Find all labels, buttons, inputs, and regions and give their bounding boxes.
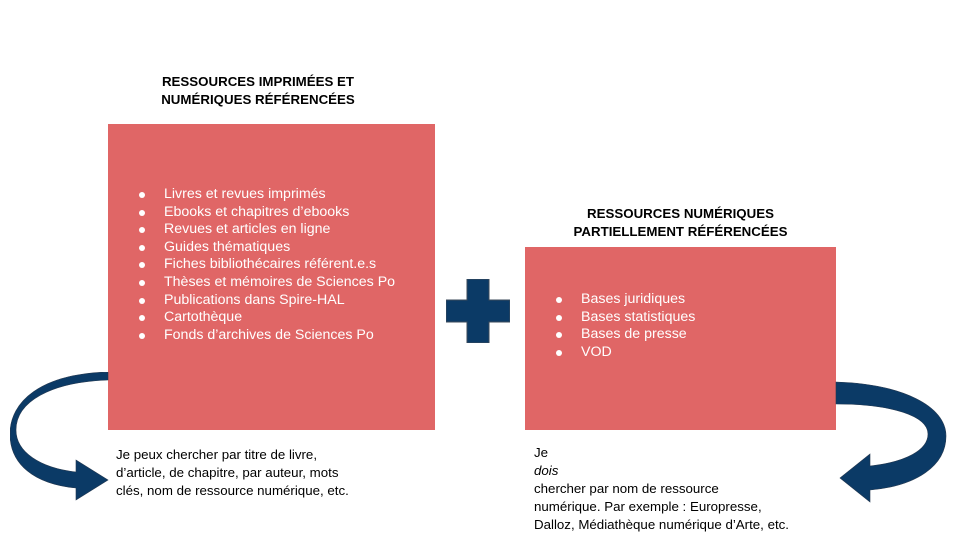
- list-item: Guides thématiques: [139, 239, 395, 257]
- curved-arrow-down-left-icon: [832, 378, 952, 508]
- right-resource-list: [556, 291, 695, 361]
- right-panel-heading: [525, 205, 836, 241]
- list-item: Bases juridiques: [556, 291, 695, 309]
- list-item: Ebooks et chapitres d’ebooks: [139, 204, 395, 222]
- left-panel-caption: Je peux chercher par titre de livre, d’article, de chapitre, par auteur, mots clés, nom de ressource numérique, etc.: [116, 447, 349, 498]
- bullet-icon: [139, 262, 145, 268]
- emphasis-text: dois: [534, 463, 559, 478]
- list-item: Bases statistiques: [556, 309, 695, 327]
- bullet-icon: [139, 192, 145, 198]
- bullet-icon: [139, 315, 145, 321]
- bullet-icon: [139, 227, 145, 233]
- plus-icon: [446, 279, 510, 343]
- right-panel-caption: Je dois chercher par nom de ressource numérique. Par exemple : Europresse, Dalloz, Médiathèque numérique d’Arte, etc.: [534, 445, 789, 532]
- right-heading-line-2: PARTIELLEMENT RÉFÉRENCÉES: [573, 224, 788, 239]
- bullet-icon: [139, 280, 145, 286]
- left-panel-heading: [108, 73, 408, 109]
- bullet-icon: [139, 245, 145, 251]
- left-resource-list: [139, 186, 395, 344]
- left-heading-line-1: RESSOURCES IMPRIMÉES ET: [161, 74, 355, 89]
- bullet-icon: [556, 350, 562, 356]
- list-item: Bases de presse: [556, 326, 695, 344]
- list-item: Fiches bibliothécaires référent.e.s: [139, 256, 395, 274]
- list-item: VOD: [556, 344, 695, 362]
- list-item: Fonds d’archives de Sciences Po: [139, 327, 395, 345]
- bullet-icon: [139, 210, 145, 216]
- curved-arrow-down-right-icon: [10, 372, 130, 502]
- list-item: Revues et articles en ligne: [139, 221, 395, 239]
- list-item: Thèses et mémoires de Sciences Po: [139, 274, 395, 292]
- right-heading-line-1: RESSOURCES NUMÉRIQUES: [587, 206, 774, 221]
- list-item: Cartothèque: [139, 309, 395, 327]
- bullet-icon: [139, 333, 145, 339]
- left-heading-line-2: NUMÉRIQUES RÉFÉRENCÉES: [161, 92, 355, 107]
- bullet-icon: [139, 298, 145, 304]
- list-item: Livres et revues imprimés: [139, 186, 395, 204]
- bullet-icon: [556, 332, 562, 338]
- bullet-icon: [556, 315, 562, 321]
- bullet-icon: [556, 297, 562, 303]
- list-item: Publications dans Spire-HAL: [139, 292, 395, 310]
